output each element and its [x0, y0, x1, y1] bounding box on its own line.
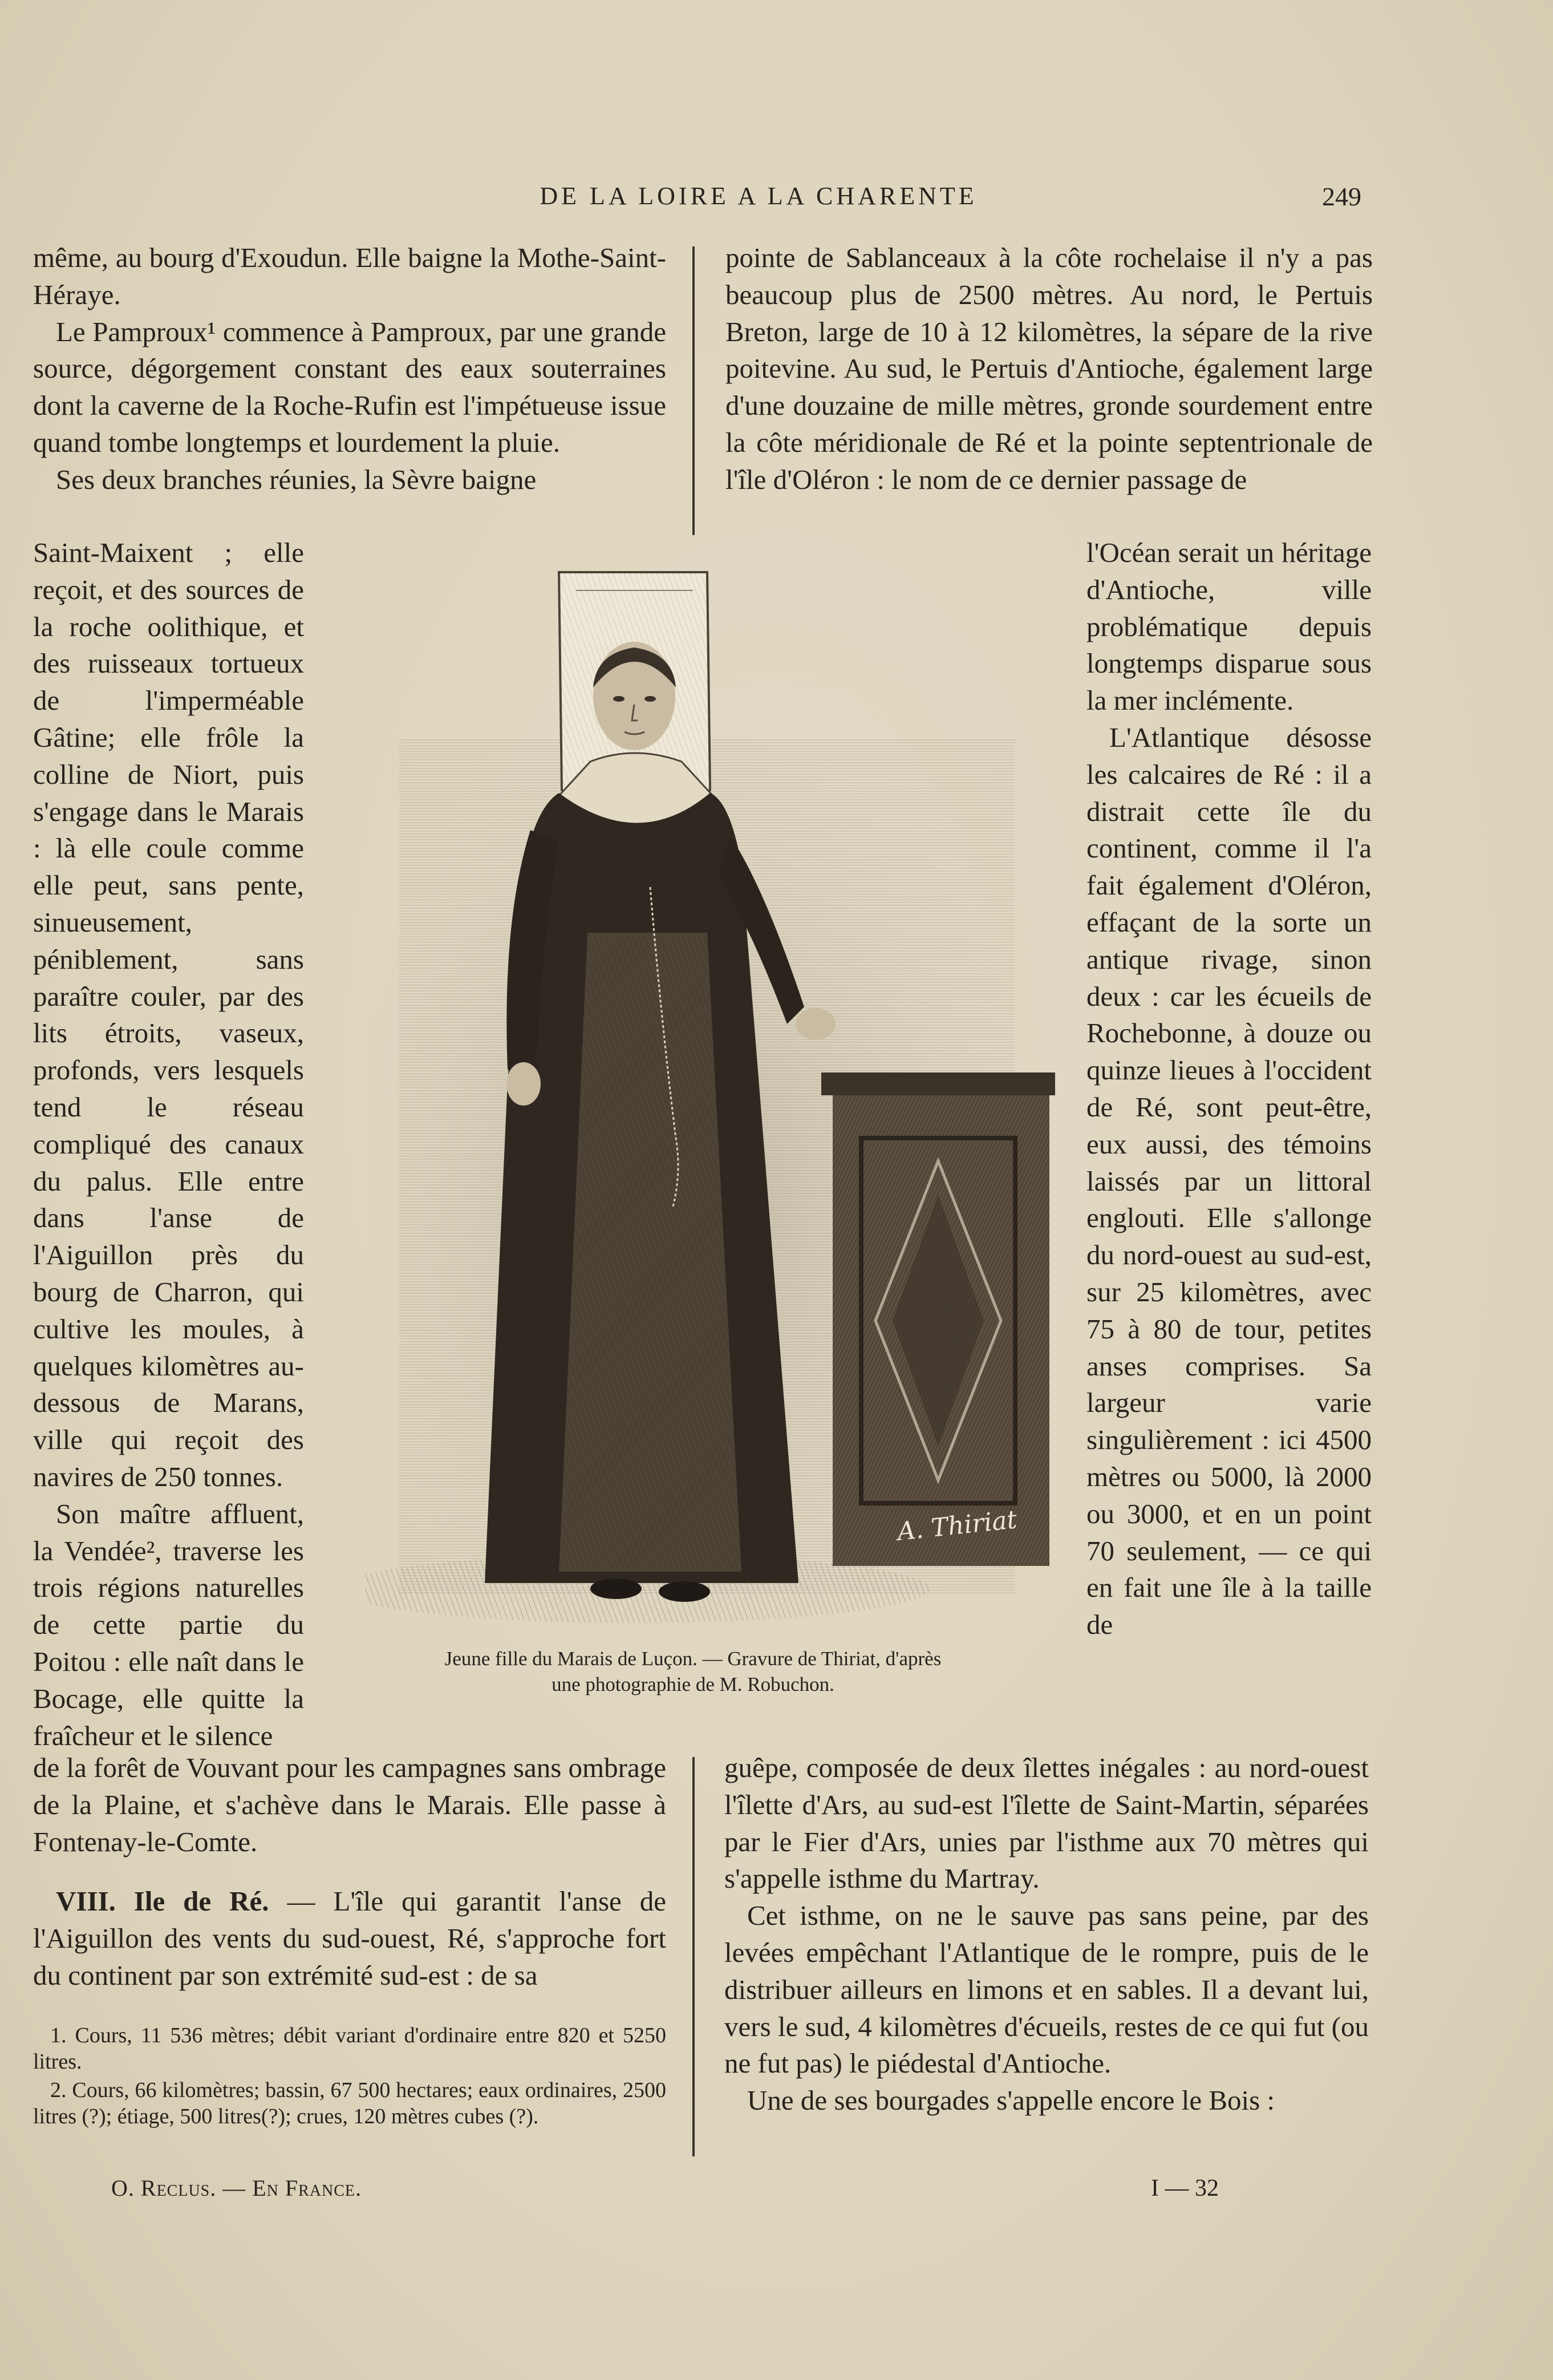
carved-chest — [821, 1072, 1055, 1566]
column-rule — [692, 1757, 695, 2156]
footer-author: O. Reclus. — En France. — [111, 2175, 362, 2201]
paragraph: guêpe, composée de deux îlettes inégales : au nord-ouest l'îlette d'Ars, au sud-est l'îlette de Saint-Martin, séparées par le Fier d'Ars, unies par l'isthme aux 70 mètres qui s'appelle isthme du Martray. — [724, 1752, 1369, 1895]
right-column-narrow — [1086, 535, 1372, 1644]
right-column-bottom — [724, 1750, 1369, 2119]
running-title: DE LA LOIRE A LA CHARENTE — [540, 182, 978, 210]
left-column-narrow — [33, 535, 304, 1754]
paragraph: Ses deux branches réunies, la Sèvre baigne — [56, 463, 537, 495]
paragraph: même, au bourg d'Exoudun. Elle baigne la Mothe-Saint-Héraye. — [33, 242, 666, 310]
paragraph: Son maître affluent, la Vendée², traverse les trois régions naturelles de cette partie du Poitou : elle naît dans le Bocage, elle quitte la fraîcheur et le silence — [33, 1497, 304, 1751]
footnote: 2. Cours, 66 kilomètres; bassin, 67 500 hectares; eaux ordinaires, 2500 litres (?); étiage, 500 litres(?); crues, 120 mètres cubes (?). — [33, 2078, 666, 2128]
paragraph: L'Atlantique désosse les calcaires de Ré : il a distrait cette île du continent, comme il l'a fait également d'Oléron, effaçant de la sorte un antique rivage, sinon deux : car les écueils de Rochebonne, à douze ou quinze lieues à l'occident de Ré, sont peut-être, eux aussi, des témoins laissés par un littoral englouti. Elle s'allonge du nord-ouest au sud-est, sur 25 kilomètres, avec 75 à 80 de tour, petites anses comprises. Sa largeur varie singulièrement : ici 4500 mètres ou 5000, là 2000 ou 3000, et en un point 70 seulement, — ce qui en fait une île à la taille de — [1086, 721, 1372, 1641]
footer-signature: I — 32 — [1151, 2175, 1219, 2201]
footnotes — [33, 2022, 666, 2132]
section-paragraph — [33, 1883, 666, 1994]
right-column-top — [725, 240, 1373, 499]
paragraph: Cet isthme, on ne le sauve pas sans peine, par des levées empêchant l'Atlantique de le rompre, puis de le distribuer ailleurs en limons et en sables. Il a devant lui, vers le sud, 4 kilomètres d'écueils, restes de ce qui fut (ou ne fut pas) le piédestal d'Antioche. — [724, 1900, 1369, 2079]
paragraph: Le Pamproux¹ commence à Pamproux, par une grande source, dégorgement constant des eaux souterraines dont la caverne de la Roche-Rufin est l'impétueuse issue quand tombe longtemps et lourdement la pluie. — [33, 315, 666, 458]
paragraph: Une de ses bourgades s'appelle encore le Bois : — [747, 2084, 1275, 2116]
caption-line: une photographie de M. Robuchon. — [552, 1673, 834, 1695]
footnote: 1. Cours, 11 536 mètres; débit variant d'ordinaire entre 820 et 5250 litres. — [33, 2023, 666, 2074]
engraving-illustration — [365, 568, 1055, 1632]
paragraph: pointe de Sablanceaux à la côte rochelaise il n'y a pas beaucoup plus de 2500 mètres. Au nord, le Pertuis Breton, large de 10 à 12 kilomètres, la sépare de la rive poitevine. Au sud, le Pertuis d'Antioche, également large d'une douzaine de mille mètres, gronde sourdement entre la côte méridionale de Ré et la pointe septentrionale de l'île d'Oléron : le nom de ce dernier passage de — [725, 242, 1373, 495]
engraver-signature: A. Thiriat — [895, 1505, 1019, 1547]
left-column-bottom — [33, 1750, 666, 1994]
left-column-top — [33, 240, 666, 499]
paragraph: de la forêt de Vouvant pour les campagnes sans ombrage de la Plaine, et s'achève dans le Marais. Elle passe à Fontenay-le-Comte. — [33, 1752, 666, 1857]
illustration-caption — [371, 1646, 1015, 1697]
section-text: — L'île qui garantit l'anse de l'Aiguillon des vents du sud-ouest, Ré, s'approche fort du continent par son extrémité sud-est : de sa — [33, 1885, 666, 1991]
paragraph: l'Océan serait un héritage d'Antioche, ville problématique depuis longtemps disparue sous la mer inclémente. — [1086, 537, 1372, 717]
paragraph: Saint-Maixent ; elle reçoit, et des sources de la roche oolithique, et des ruisseaux tortueux de l'imperméable Gâtine; elle frôle la colline de Niort, puis s'engage dans le Marais : là elle coule comme elle peut, sans pente, sinueusement, péniblement, sans paraître couler, par des lits étroits, vaseux, profonds, vers lesquels tend le réseau compliqué des canaux du palus. Elle entre dans l'anse de l'Aiguillon près du bourg de Charron, qui cultive les moules, à quelques kilomètres au-dessous de Marans, ville qui reçoit des navires de 250 tonnes. — [33, 537, 304, 1492]
section-heading: VIII. Ile de Ré. — [56, 1885, 269, 1917]
column-rule — [692, 246, 695, 535]
girl-head — [593, 642, 676, 750]
caption-line: Jeune fille du Marais de Luçon. — Gravure de Thiriat, d'après — [444, 1648, 942, 1670]
page-number: 249 — [1322, 182, 1361, 211]
